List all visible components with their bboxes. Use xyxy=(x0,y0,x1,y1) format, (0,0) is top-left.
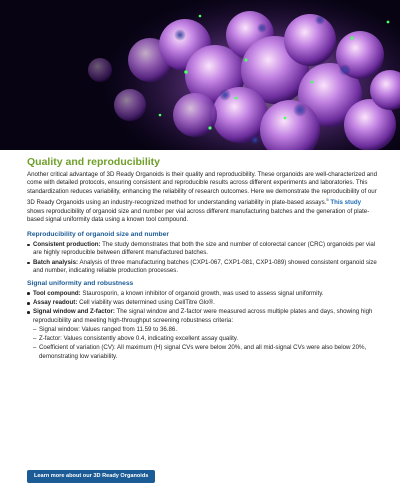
bullet-label: Assay readout: xyxy=(33,299,78,307)
section-title: Quality and reproducibility xyxy=(27,156,161,168)
uniformity-list xyxy=(27,290,377,362)
bullet-text: Analysis of three manufacturing batches (CXP1-067, CXP1-081, CXP1-089) showed consistent organoid size and number, indicating reliable production processes. xyxy=(33,258,377,275)
bullet-text: The study demonstrates that both the size and number of colorectal cancer (CRC) organoids per vial are highly reproducible between different manufactured batches. xyxy=(33,240,376,257)
learn-more-button[interactable]: Learn more about our 3D Ready Organoids xyxy=(27,470,155,483)
intro-text-continued: shows reproducibility of organoid size and number per vial across different manufacturing batches and the generation of plate-based signal uniformity data using a known tool compound. xyxy=(27,207,370,224)
bullet-label: Signal window and Z-factor: xyxy=(33,308,115,316)
criteria-sublist xyxy=(33,326,377,361)
list-item xyxy=(27,299,377,307)
bullet-text: Cell viability was determined using CellTitre Glo®. xyxy=(79,299,215,307)
sub-list-item: – Z-factor: Values consistently above 0.4, indicating excellent assay quality. xyxy=(33,335,377,343)
list-item xyxy=(27,290,377,298)
list-item xyxy=(27,308,377,361)
reference-superscript: 5 xyxy=(326,197,329,203)
sub-list-item: – Signal window: Values ranged from 11.59 to 36.86. xyxy=(33,326,377,334)
bullet-label: Tool compound: xyxy=(33,289,81,297)
study-link[interactable]: This study xyxy=(330,199,362,207)
organoid-microscopy-illustration xyxy=(0,0,400,150)
hero-organoid-image xyxy=(0,0,400,150)
bullet-label: Batch analysis: xyxy=(33,258,79,266)
intro-paragraph xyxy=(27,171,377,225)
bullet-label: Consistent production: xyxy=(33,240,101,248)
main-content xyxy=(27,155,377,362)
uniformity-heading: Signal uniformity and robustness xyxy=(27,279,134,287)
intro-text: Another critical advantage of 3D Ready Organoids is their quality and reproducibility. These organoids are well-characterized and come with detailed protocols, ensuring consistent and reproducible results across different experiments and laboratories. This standardization reduces variability, enhancing the reliability of research outcomes. Here we demonstrate the reproducibility of our 3D Ready Organoids using an industry-recognized method for understanding variability in plate-based assays. xyxy=(27,171,377,207)
reproducibility-list xyxy=(27,241,377,276)
list-item xyxy=(27,259,377,276)
bullet-text: The signal window and Z-factor were measured across multiple plates and days, showing high reproducibility and meeting high-throughput screening robustness criteria: xyxy=(33,308,373,324)
list-item xyxy=(27,241,377,258)
reproducibility-heading: Reproducibility of organoid size and number xyxy=(27,230,169,238)
sub-list-item: – Coefficient of variation (CV): All maximum (H) signal CVs were below 20%, and all mid-signal CVs were also below 20%, demonstrating low variability. xyxy=(33,344,377,361)
bullet-text: Staurosporin, a known inhibitor of organoid growth, was used to assess signal uniformity. xyxy=(82,289,324,297)
